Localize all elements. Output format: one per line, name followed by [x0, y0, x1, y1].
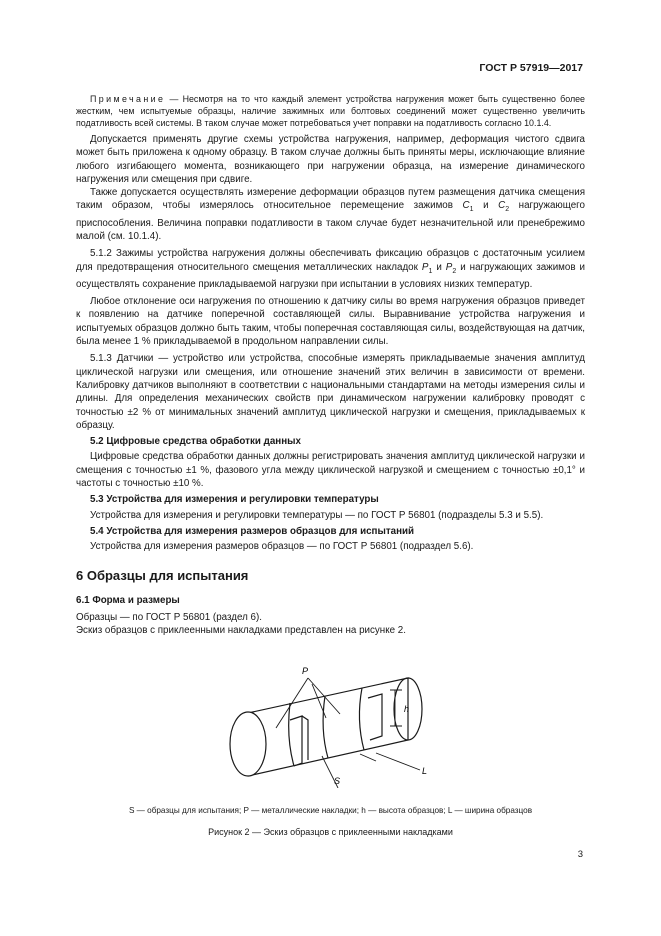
- symbol-p: P: [421, 261, 429, 273]
- subscript: 2: [452, 267, 457, 275]
- section-6-1-line2: Эскиз образцов с приклеенными накладками представлен на рисунке 2.: [76, 625, 406, 637]
- section-5-3-heading: 5.3 Устройства для измерения и регулировки температуры: [90, 494, 379, 506]
- subscript: 1: [428, 267, 433, 275]
- paragraph-load-axis: Любое отклонение оси нагружения по отношению к датчику силы во время нагружения образцов приведет к появлению на датчике поперечной составляющей силы. Выравнивание устройства нагружения и испытуемых образцов должно быть таким, чтобы поперечная составляющая силы, воздействующая на датчик, была менее 1 % прикладываемой в продольном направлении силы.: [76, 296, 585, 348]
- symbol-c: C: [498, 200, 506, 212]
- label-p: P: [302, 666, 309, 676]
- leader-l-arrow: [360, 754, 376, 761]
- page-content: [76, 93, 585, 637]
- specimen-section-1: [289, 703, 294, 766]
- specimen-section-2: [323, 696, 328, 758]
- leader-l: [376, 753, 420, 770]
- section-6-heading: 6 Образцы для испытания: [76, 567, 249, 583]
- symbol-c: C: [462, 200, 470, 212]
- plate-edge: [302, 716, 308, 760]
- text-fragment: нагружающего приспособления. Величина поправки податливости в таком случае будет незначительной или пренебрежимо малой (см. 10.1.4).: [76, 200, 585, 243]
- section-5-2-text: Цифровые средства обработки данных должны регистрировать значения амплитуд циклической нагрузки и смещения с точностью ±1 %, фазового угла между циклической нагрузкой и смещением с точностью ±0,1° и частоты с точностью ±10 %.: [76, 451, 585, 490]
- note-paragraph: [76, 93, 585, 129]
- label-s: S: [334, 776, 341, 786]
- height-dimension: [390, 690, 402, 726]
- page-number: 3: [577, 849, 583, 860]
- text-fragment: и нагружающих зажимов и осуществлять сохранение прикладываемой нагрузки при испытании в условиях низких температур.: [76, 261, 586, 290]
- cylinder-body: [248, 678, 408, 776]
- note-text: — Несмотря на то что каждый элемент устройства нагружения может быть существенно более жестким, чем испытуемые образцы, наличие зажимных или болтовых соединений может существенно увеличить податливость всей системы. В таком случае может потребоваться учет поправки на податливость согласно 10.1.4.: [76, 94, 585, 128]
- document-header: ГОСТ Р 57919—2017: [479, 62, 583, 74]
- section-5-3-text: Устройства для измерения и регулировки температуры — по ГОСТ Р 56801 (подразделы 5.3 и 5.5).: [90, 509, 544, 521]
- section-5-2-heading: 5.2 Цифровые средства обработки данных: [90, 436, 301, 448]
- metal-plate-back: [368, 694, 382, 740]
- label-l: L: [422, 766, 428, 776]
- text-fragment: и: [432, 261, 446, 273]
- note-label: Примечание: [90, 94, 166, 104]
- specimen-sketch-figure: [190, 658, 450, 788]
- figure-legend: S — образцы для испытания; P — металлические накладки; h — высота образцов; L — ширина образцов: [128, 806, 533, 815]
- cylinder-front-face: [230, 712, 266, 776]
- subscript: 2: [505, 206, 510, 214]
- paragraph-alt-schemes: Допускается применять другие схемы устройства нагружения, например, деформация чистого сдвига может быть приложена к одному образцу. В таком случае должны быть приняты меры, исключающие влияние любого изгибающего момента, возникающего при нагружении образца, на измерение динамического нагружения или смещения при сдвиге.: [76, 134, 585, 185]
- subscript: 1: [469, 206, 474, 214]
- figure-caption: Рисунок 2 — Эскиз образцов с приклеенными накладками: [208, 827, 453, 837]
- text-fragment: и: [473, 200, 499, 212]
- specimen-section-3: [359, 688, 364, 750]
- section-5-4-heading: 5.4 Устройства для измерения размеров образцов для испытаний: [90, 525, 415, 537]
- paragraph-displacement-sensor: [76, 186, 585, 243]
- text-fragment: 5.1.2 Зажимы устройства нагружения должны обеспечивать фиксацию образцов с достаточным усилием для предотвращения относительного смещения металлических накладок: [76, 248, 585, 273]
- paragraph-5-1-3: 5.1.3 Датчики — устройство или устройства, способные измерять прикладываемые значения амплитуд циклической нагрузки или смещения, или отношение значений этих величин в зависимости от времени. Калибровку датчиков выполняют в соответствии с национальными стандартами на методы измерения силы и длины. Для определения механических свойств при динамическом нагружении калибровку проводят с точностью ±2 % от минимальных значений амплитуд циклической нагрузки и смещения, прикладываемых к образцу.: [76, 353, 585, 431]
- text-fragment: Также допускается осуществлять измерение деформации образцов путем размещения датчика смещения таким образом, чтобы измерялось относительное перемещение зажимов: [76, 187, 585, 212]
- section-6-1-heading: 6.1 Форма и размеры: [76, 594, 180, 606]
- paragraph-5-1-2: [76, 247, 585, 291]
- symbol-p: P: [445, 261, 453, 273]
- label-h: h: [404, 704, 410, 714]
- section-6-1-line1: Образцы — по ГОСТ Р 56801 (раздел 6).: [76, 611, 262, 623]
- section-5-4-text: Устройства для измерения размеров образцов — по ГОСТ Р 56801 (подраздел 5.6).: [90, 541, 474, 553]
- leader-p-1: [276, 678, 308, 728]
